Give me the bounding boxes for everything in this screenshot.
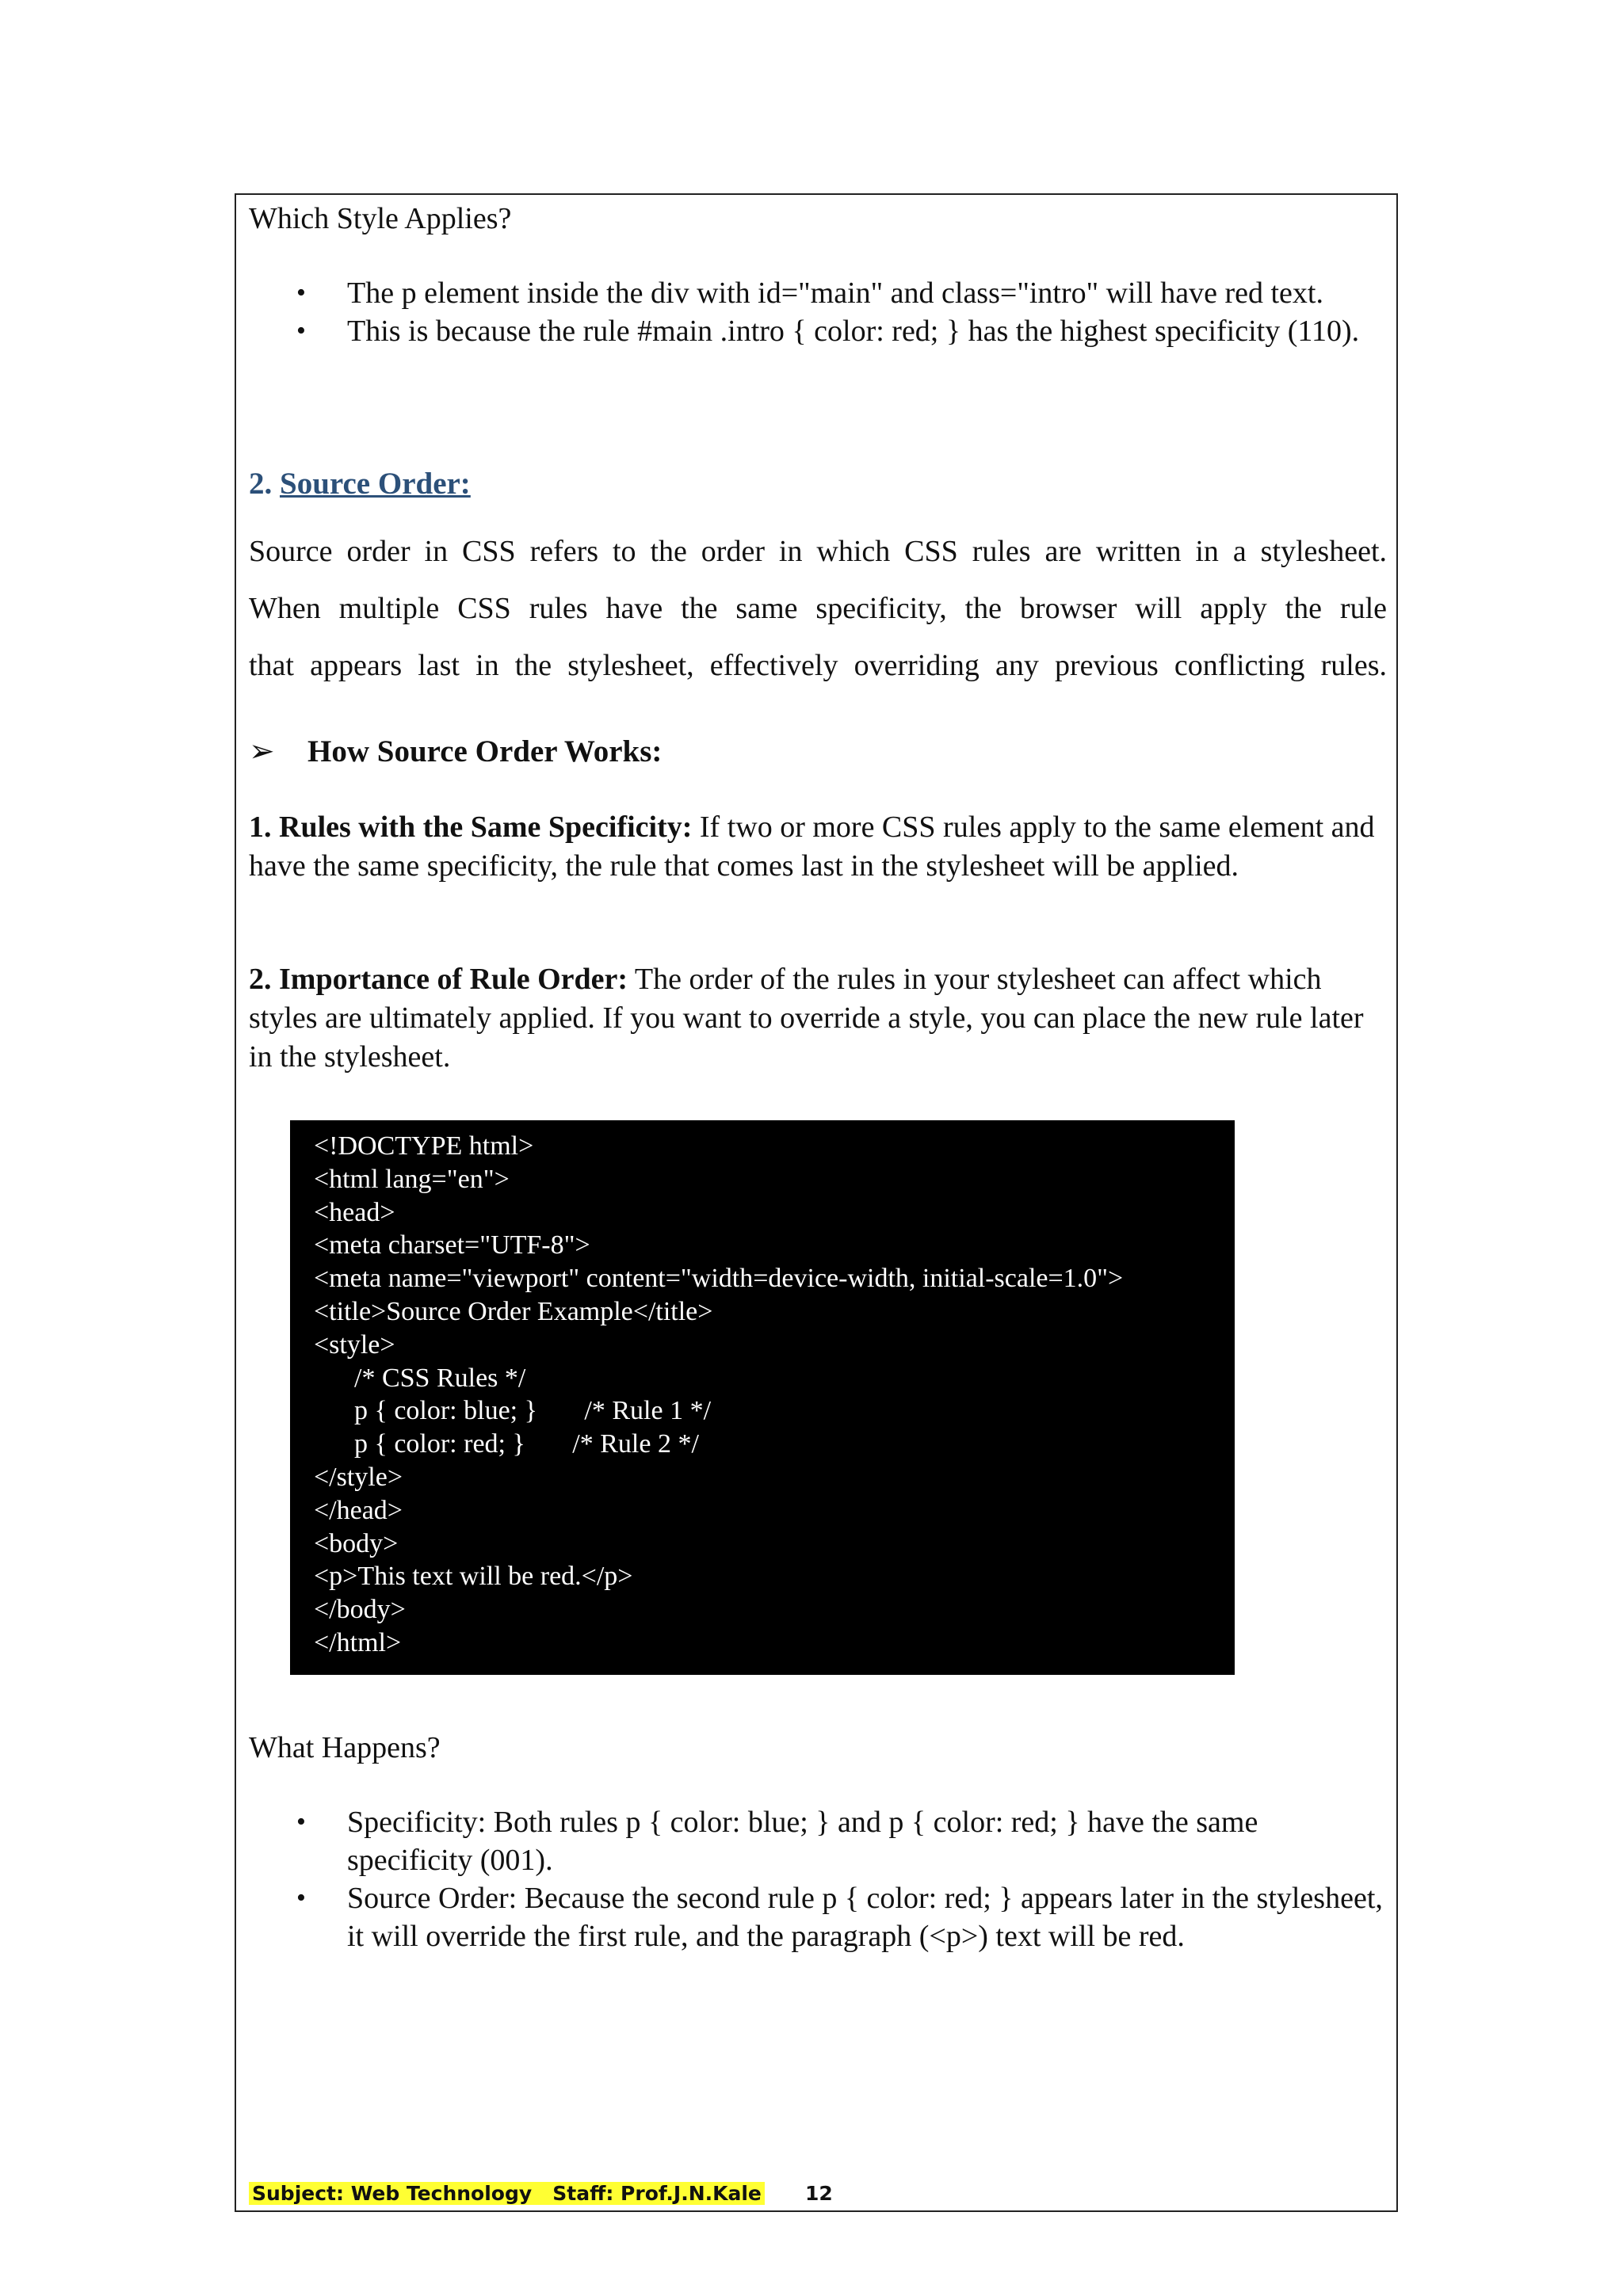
intro-line: that appears last in the stylesheet, effectively overriding any previous conflicting rules. xyxy=(249,649,1387,682)
code-line: <!DOCTYPE html> xyxy=(314,1131,534,1161)
rule2-text: The order of the rules in your stylesheet can affect which styles are ultimately applied. If you want to override a style, you can place the new rule later in the stylesheet. xyxy=(249,963,1364,1074)
which-style-heading: Which Style Applies? xyxy=(249,202,512,235)
code-line: <style> xyxy=(314,1329,395,1360)
code-line: <body> xyxy=(314,1528,399,1558)
section-title xyxy=(249,466,471,502)
section-title-text: Source Order: xyxy=(280,467,471,501)
list-item: • Specificity: Both rules p { color: blue; } and p { color: red; } have the same specificity (001). xyxy=(249,1803,1387,1879)
what-happens-bullets xyxy=(249,1803,1387,1955)
code-line: <title>Source Order Example</title> xyxy=(314,1296,713,1326)
rule2-label: 2. Importance of Rule Order: xyxy=(249,963,628,996)
page-frame xyxy=(235,193,1398,2212)
how-heading xyxy=(249,734,662,769)
rule1-label: 1. Rules with the Same Specificity: xyxy=(249,810,693,844)
code-line: </style> xyxy=(314,1462,403,1492)
section-number: 2. xyxy=(249,467,273,501)
arrow-bullet-icon: ➢ xyxy=(249,734,275,769)
source-order-intro xyxy=(249,523,1387,694)
footer-subject: Subject: Web Technology xyxy=(252,2182,533,2205)
code-line: /* CSS Rules */ xyxy=(314,1363,526,1393)
code-line: </body> xyxy=(314,1595,406,1625)
code-line: <html lang="en"> xyxy=(314,1164,510,1194)
page-number: 12 xyxy=(805,2182,833,2205)
code-block xyxy=(290,1120,1235,1675)
list-item: • Source Order: Because the second rule p { color: red; } appears later in the stylesheet, it will override the first rule, and the paragraph (<p>) text will be red. xyxy=(249,1879,1387,1955)
code-line: p { color: blue; } /* Rule 1 */ xyxy=(314,1396,712,1426)
intro-line: Source order in CSS refers to the order in which CSS rules are written in a stylesheet. xyxy=(249,535,1387,568)
footer-subject-staff xyxy=(249,2182,765,2205)
code-line: <head> xyxy=(314,1197,395,1227)
page-footer xyxy=(249,2179,833,2209)
code-line: </html> xyxy=(314,1627,402,1657)
code-line: <meta name="viewport" content="width=device-width, initial-scale=1.0"> xyxy=(314,1264,1124,1294)
what-happens-heading: What Happens? xyxy=(249,1731,441,1764)
rule2-paragraph xyxy=(249,960,1387,1077)
rule1-text: If two or more CSS rules apply to the same element and have the same specificity, the rule that comes last in the stylesheet will be applied. xyxy=(249,810,1375,883)
code-line: </head> xyxy=(314,1495,403,1525)
rule1-paragraph xyxy=(249,808,1387,886)
list-item: • This is because the rule #main .intro { color: red; } has the highest specificity (110). xyxy=(249,312,1387,350)
footer-staff: Staff: Prof.J.N.Kale xyxy=(552,2182,762,2205)
code-line: <p>This text will be red.</p> xyxy=(314,1562,633,1592)
how-heading-text: How Source Order Works: xyxy=(307,734,663,769)
code-line: <meta charset="UTF-8"> xyxy=(314,1230,590,1261)
list-item: • The p element inside the div with id="main" and class="intro" will have red text. xyxy=(249,274,1387,312)
intro-line: When multiple CSS rules have the same specificity, the browser will apply the rule xyxy=(249,592,1387,625)
code-line: p { color: red; } /* Rule 2 */ xyxy=(314,1429,699,1459)
which-style-bullets xyxy=(249,274,1387,350)
